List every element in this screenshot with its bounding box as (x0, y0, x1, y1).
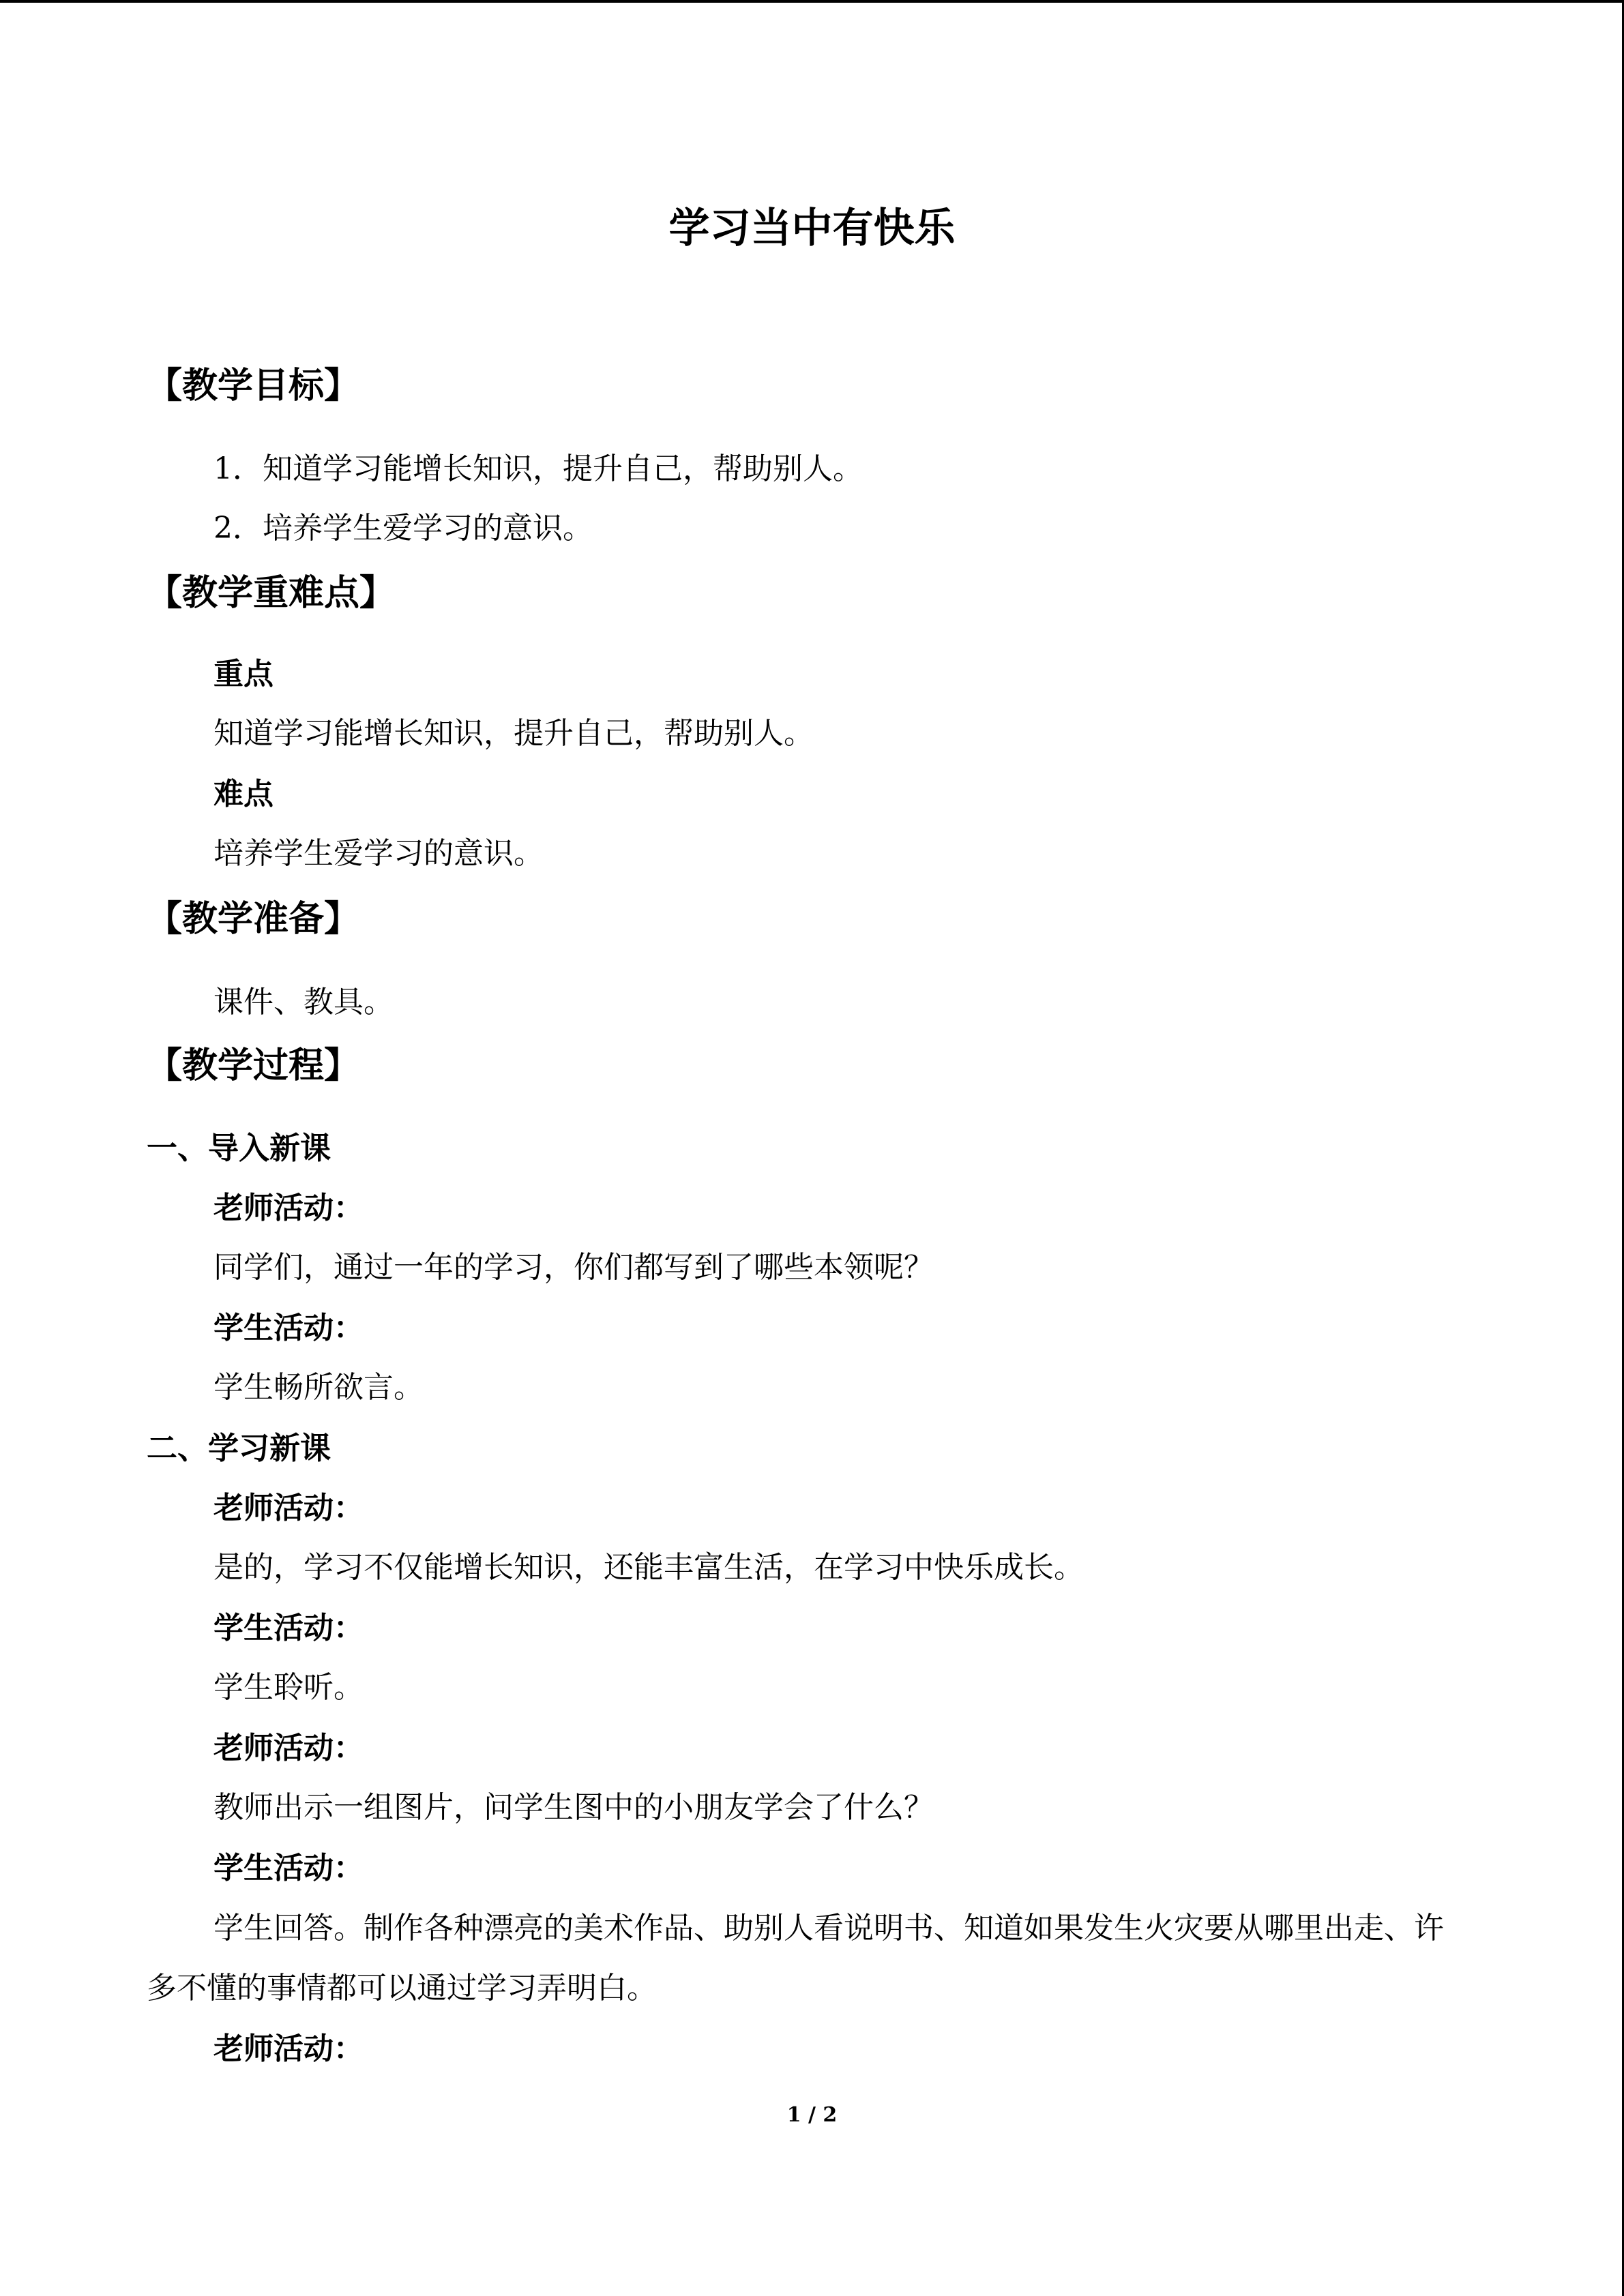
objective-item-1: 1．知道学习能增长知识，提升自己，帮助别人。 (213, 451, 863, 486)
page-number: 1 / 2 (786, 2103, 838, 2127)
part2-student1-text: 学生聆听。 (213, 1670, 364, 1705)
part2-teacher3-label: 老师活动： (213, 2031, 364, 2066)
document-title: 学习当中有快乐 (668, 205, 956, 252)
part2-student2-label: 学生活动： (213, 1851, 364, 1885)
part1-student-label: 学生活动： (213, 1311, 364, 1345)
part2-student1-label: 学生活动： (213, 1611, 364, 1645)
difficulty-text: 培养学生爱学习的意识。 (213, 836, 544, 871)
part1-student-text: 学生畅所欲言。 (213, 1370, 424, 1405)
objectives-heading: 【教学目标】 (147, 366, 360, 406)
preparation-text: 课件、教具。 (213, 985, 394, 1019)
part1-heading: 一、导入新课 (147, 1130, 331, 1166)
focus-label: 重点 (213, 657, 274, 691)
objective-item-2: 2．培养学生爱学习的意识。 (213, 511, 593, 546)
difficulty-label: 难点 (213, 777, 274, 811)
process-heading: 【教学过程】 (147, 1045, 360, 1086)
part2-heading: 二、学习新课 (147, 1430, 331, 1466)
page-top-border (0, 0, 1624, 3)
part1-teacher-text: 同学们，通过一年的学习，你们都写到了哪些本领呢？ (213, 1250, 934, 1285)
preparation-heading: 【教学准备】 (147, 899, 360, 940)
part2-teacher1-text: 是的，学习不仅能增长知识，还能丰富生活，在学习中快乐成长。 (213, 1550, 1084, 1585)
part2-student2-text: 学生回答。制作各种漂亮的美术作品、助别人看说明书、知道如果发生火灾要从哪里出走、许多不懂的事情都可以通过学习弄明白。 (147, 1911, 1444, 2006)
focus-text: 知道学习能增长知识，提升自己，帮助别人。 (213, 716, 814, 751)
part1-teacher-label: 老师活动： (213, 1191, 364, 1225)
part2-teacher2-text: 教师出示一组图片，问学生图中的小朋友学会了什么？ (213, 1790, 934, 1825)
part2-teacher1-label: 老师活动： (213, 1491, 364, 1525)
key-points-heading: 【教学重难点】 (147, 573, 396, 614)
part2-teacher2-label: 老师活动： (213, 1731, 364, 1765)
